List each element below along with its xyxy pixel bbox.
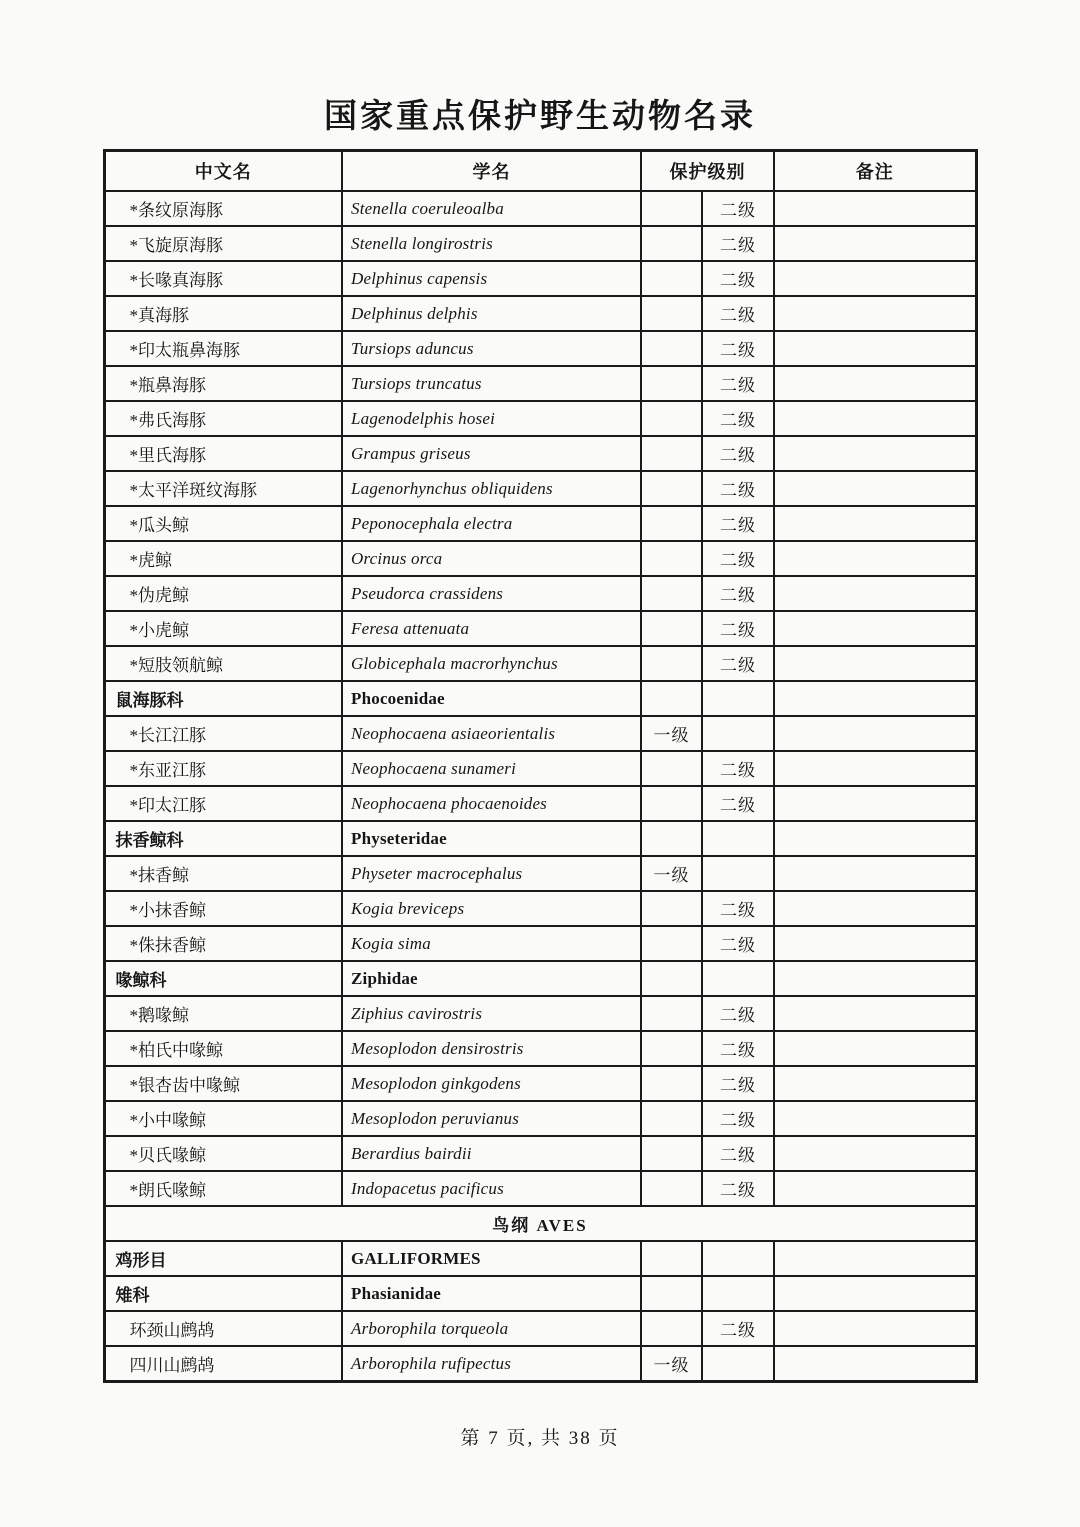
cell-level-2: 二级 — [702, 926, 774, 961]
cell-level-1: 一级 — [641, 716, 702, 751]
header-remarks: 备注 — [774, 151, 976, 192]
cell-chinese-name: *柏氏中喙鲸 — [104, 1031, 342, 1066]
cell-chinese-name: *小虎鲸 — [104, 611, 342, 646]
cell-scientific-name: Phocoenidae — [342, 681, 641, 716]
cell-scientific-name: Stenella coeruleoalba — [342, 191, 641, 226]
cell-level-1 — [641, 1101, 702, 1136]
cell-level-1 — [641, 191, 702, 226]
cell-level-1 — [641, 1171, 702, 1206]
table-row — [104, 996, 976, 1031]
cell-level-1 — [641, 1136, 702, 1171]
cell-level-2: 二级 — [702, 261, 774, 296]
cell-level-1 — [641, 1311, 702, 1346]
cell-level-1 — [641, 331, 702, 366]
cell-scientific-name: Ziphius cavirostris — [342, 996, 641, 1031]
cell-chinese-name: *抹香鲸 — [104, 856, 342, 891]
table-row — [104, 506, 976, 541]
table-row — [104, 541, 976, 576]
header-protection-level: 保护级别 — [641, 151, 774, 192]
cell-scientific-name: Lagenorhynchus obliquidens — [342, 471, 641, 506]
cell-remarks — [774, 1346, 976, 1382]
cell-level-2: 二级 — [702, 471, 774, 506]
cell-level-2: 二级 — [702, 646, 774, 681]
cell-scientific-name: Tursiops aduncus — [342, 331, 641, 366]
cell-remarks — [774, 541, 976, 576]
cell-level-2: 二级 — [702, 1066, 774, 1101]
cell-chinese-name: *长喙真海豚 — [104, 261, 342, 296]
header-chinese-name: 中文名 — [104, 151, 342, 192]
cell-chinese-name: 环颈山鹧鸪 — [104, 1311, 342, 1346]
cell-remarks — [774, 1101, 976, 1136]
cell-level-1 — [641, 366, 702, 401]
cell-remarks — [774, 646, 976, 681]
cell-scientific-name: Feresa attenuata — [342, 611, 641, 646]
cell-level-1 — [641, 786, 702, 821]
table-row — [104, 191, 976, 226]
cell-level-2: 二级 — [702, 611, 774, 646]
cell-level-1 — [641, 1276, 702, 1311]
cell-chinese-name: *短肢领航鲸 — [104, 646, 342, 681]
cell-level-2: 二级 — [702, 296, 774, 331]
cell-level-2 — [702, 681, 774, 716]
cell-level-2: 二级 — [702, 366, 774, 401]
table-row — [104, 611, 976, 646]
cell-scientific-name: Neophocaena asiaeorientalis — [342, 716, 641, 751]
cell-chinese-name: *印太瓶鼻海豚 — [104, 331, 342, 366]
table-row — [104, 1276, 976, 1311]
cell-remarks — [774, 261, 976, 296]
table-row — [104, 1346, 976, 1382]
cell-scientific-name: Kogia sima — [342, 926, 641, 961]
table-row — [104, 961, 976, 996]
cell-level-2: 二级 — [702, 1311, 774, 1346]
cell-remarks — [774, 436, 976, 471]
table-row — [104, 1066, 976, 1101]
cell-chinese-name: *小抹香鲸 — [104, 891, 342, 926]
table-row — [104, 1101, 976, 1136]
cell-level-2 — [702, 961, 774, 996]
table-row — [104, 751, 976, 786]
table-row — [104, 436, 976, 471]
cell-scientific-name: Stenella longirostris — [342, 226, 641, 261]
table-row — [104, 856, 976, 891]
cell-level-2 — [702, 1346, 774, 1382]
cell-level-1: 一级 — [641, 1346, 702, 1382]
cell-level-2: 二级 — [702, 1171, 774, 1206]
table-row — [104, 716, 976, 751]
cell-remarks — [774, 576, 976, 611]
table-row — [104, 226, 976, 261]
page-title: 国家重点保护野生动物名录 — [324, 99, 756, 135]
cell-remarks — [774, 1066, 976, 1101]
table-row — [104, 1171, 976, 1206]
cell-level-1 — [641, 751, 702, 786]
cell-scientific-name: Indopacetus pacificus — [342, 1171, 641, 1206]
table-body — [104, 191, 976, 1382]
cell-chinese-name: *鹅喙鲸 — [104, 996, 342, 1031]
cell-remarks — [774, 1241, 976, 1276]
cell-level-2: 二级 — [702, 541, 774, 576]
cell-chinese-name: *飞旋原海豚 — [104, 226, 342, 261]
cell-level-2 — [702, 856, 774, 891]
cell-scientific-name: Mesoplodon peruvianus — [342, 1101, 641, 1136]
cell-chinese-name: *弗氏海豚 — [104, 401, 342, 436]
cell-chinese-name: *里氏海豚 — [104, 436, 342, 471]
cell-level-2 — [702, 821, 774, 856]
cell-chinese-name: *真海豚 — [104, 296, 342, 331]
cell-remarks — [774, 366, 976, 401]
cell-chinese-name: 雉科 — [104, 1276, 342, 1311]
cell-scientific-name: Physeter macrocephalus — [342, 856, 641, 891]
cell-level-2 — [702, 1241, 774, 1276]
table-header — [104, 151, 976, 192]
cell-level-1 — [641, 261, 702, 296]
cell-level-2: 二级 — [702, 891, 774, 926]
cell-level-1 — [641, 926, 702, 961]
table-row — [104, 331, 976, 366]
cell-level-2: 二级 — [702, 401, 774, 436]
table-row — [104, 366, 976, 401]
cell-level-1 — [641, 821, 702, 856]
cell-chinese-name: *虎鲸 — [104, 541, 342, 576]
cell-remarks — [774, 191, 976, 226]
cell-scientific-name: Delphinus capensis — [342, 261, 641, 296]
cell-scientific-name: Kogia breviceps — [342, 891, 641, 926]
cell-remarks — [774, 1136, 976, 1171]
header-scientific-name: 学名 — [342, 151, 641, 192]
cell-remarks — [774, 856, 976, 891]
cell-scientific-name: Berardius bairdii — [342, 1136, 641, 1171]
cell-level-2: 二级 — [702, 786, 774, 821]
cell-chinese-name: *印太江豚 — [104, 786, 342, 821]
table-row — [104, 1206, 976, 1241]
cell-remarks — [774, 891, 976, 926]
table-row — [104, 646, 976, 681]
cell-level-2: 二级 — [702, 331, 774, 366]
cell-remarks — [774, 1276, 976, 1311]
cell-scientific-name: Globicephala macrorhynchus — [342, 646, 641, 681]
cell-scientific-name: Lagenodelphis hosei — [342, 401, 641, 436]
cell-remarks — [774, 681, 976, 716]
cell-remarks — [774, 996, 976, 1031]
cell-scientific-name: Delphinus delphis — [342, 296, 641, 331]
cell-level-1 — [641, 1066, 702, 1101]
cell-level-1 — [641, 541, 702, 576]
cell-scientific-name: Ziphidae — [342, 961, 641, 996]
header-row — [104, 151, 976, 192]
cell-class-header: 鸟纲 AVES — [104, 1206, 976, 1241]
cell-scientific-name: Neophocaena phocaenoides — [342, 786, 641, 821]
cell-chinese-name: *伪虎鲸 — [104, 576, 342, 611]
table-row — [104, 401, 976, 436]
page-number: 第 7 页, 共 38 页 — [460, 1428, 620, 1449]
table-row — [104, 786, 976, 821]
cell-level-1 — [641, 1241, 702, 1276]
cell-level-1 — [641, 471, 702, 506]
cell-remarks — [774, 471, 976, 506]
cell-remarks — [774, 296, 976, 331]
table-row — [104, 926, 976, 961]
cell-remarks — [774, 926, 976, 961]
cell-remarks — [774, 226, 976, 261]
cell-scientific-name: Orcinus orca — [342, 541, 641, 576]
cell-level-1: 一级 — [641, 856, 702, 891]
cell-scientific-name: Mesoplodon densirostris — [342, 1031, 641, 1066]
cell-remarks — [774, 961, 976, 996]
cell-chinese-name: 鸡形目 — [104, 1241, 342, 1276]
cell-remarks — [774, 506, 976, 541]
cell-scientific-name: Grampus griseus — [342, 436, 641, 471]
cell-chinese-name: *朗氏喙鲸 — [104, 1171, 342, 1206]
cell-scientific-name: Pseudorca crassidens — [342, 576, 641, 611]
cell-scientific-name: Peponocephala electra — [342, 506, 641, 541]
cell-level-2 — [702, 1276, 774, 1311]
cell-level-1 — [641, 506, 702, 541]
cell-scientific-name: Phasianidae — [342, 1276, 641, 1311]
cell-chinese-name: 抹香鲸科 — [104, 821, 342, 856]
table-row — [104, 1311, 976, 1346]
cell-chinese-name: 鼠海豚科 — [104, 681, 342, 716]
cell-level-1 — [641, 401, 702, 436]
table-row — [104, 296, 976, 331]
cell-chinese-name: *东亚江豚 — [104, 751, 342, 786]
cell-level-2: 二级 — [702, 1101, 774, 1136]
cell-chinese-name: 喙鲸科 — [104, 961, 342, 996]
cell-chinese-name: *太平洋斑纹海豚 — [104, 471, 342, 506]
cell-scientific-name: Arborophila rufipectus — [342, 1346, 641, 1382]
table-row — [104, 1241, 976, 1276]
cell-chinese-name: *瓜头鲸 — [104, 506, 342, 541]
cell-scientific-name: Neophocaena sunameri — [342, 751, 641, 786]
cell-level-1 — [641, 436, 702, 471]
cell-remarks — [774, 1171, 976, 1206]
cell-chinese-name: *长江江豚 — [104, 716, 342, 751]
cell-remarks — [774, 401, 976, 436]
table-row — [104, 681, 976, 716]
cell-level-1 — [641, 611, 702, 646]
cell-chinese-name: *条纹原海豚 — [104, 191, 342, 226]
cell-level-2: 二级 — [702, 751, 774, 786]
cell-scientific-name: Tursiops truncatus — [342, 366, 641, 401]
cell-remarks — [774, 716, 976, 751]
cell-level-2: 二级 — [702, 436, 774, 471]
table-row — [104, 261, 976, 296]
cell-chinese-name: *瓶鼻海豚 — [104, 366, 342, 401]
cell-remarks — [774, 821, 976, 856]
table-row — [104, 821, 976, 856]
cell-chinese-name: *银杏齿中喙鲸 — [104, 1066, 342, 1101]
cell-remarks — [774, 786, 976, 821]
cell-level-1 — [641, 296, 702, 331]
cell-level-1 — [641, 576, 702, 611]
cell-scientific-name: GALLIFORMES — [342, 1241, 641, 1276]
cell-remarks — [774, 751, 976, 786]
cell-level-1 — [641, 226, 702, 261]
protected-animals-table — [103, 149, 978, 1383]
cell-level-2: 二级 — [702, 191, 774, 226]
cell-chinese-name: *侏抹香鲸 — [104, 926, 342, 961]
table-row — [104, 1031, 976, 1066]
cell-level-2: 二级 — [702, 1136, 774, 1171]
cell-scientific-name: Physeteridae — [342, 821, 641, 856]
table-row — [104, 891, 976, 926]
cell-level-2: 二级 — [702, 576, 774, 611]
cell-level-1 — [641, 961, 702, 996]
cell-remarks — [774, 331, 976, 366]
cell-chinese-name: *贝氏喙鲸 — [104, 1136, 342, 1171]
cell-level-1 — [641, 1031, 702, 1066]
cell-level-2: 二级 — [702, 506, 774, 541]
cell-scientific-name: Mesoplodon ginkgodens — [342, 1066, 641, 1101]
cell-chinese-name: *小中喙鲸 — [104, 1101, 342, 1136]
cell-level-1 — [641, 681, 702, 716]
table-row — [104, 1136, 976, 1171]
cell-level-2 — [702, 716, 774, 751]
cell-level-2: 二级 — [702, 996, 774, 1031]
cell-level-2: 二级 — [702, 1031, 774, 1066]
cell-scientific-name: Arborophila torqueola — [342, 1311, 641, 1346]
table-row — [104, 576, 976, 611]
cell-remarks — [774, 611, 976, 646]
table-row — [104, 471, 976, 506]
cell-level-1 — [641, 891, 702, 926]
cell-level-1 — [641, 646, 702, 681]
cell-level-2: 二级 — [702, 226, 774, 261]
cell-chinese-name: 四川山鹧鸪 — [104, 1346, 342, 1382]
cell-remarks — [774, 1311, 976, 1346]
cell-remarks — [774, 1031, 976, 1066]
cell-level-1 — [641, 996, 702, 1031]
